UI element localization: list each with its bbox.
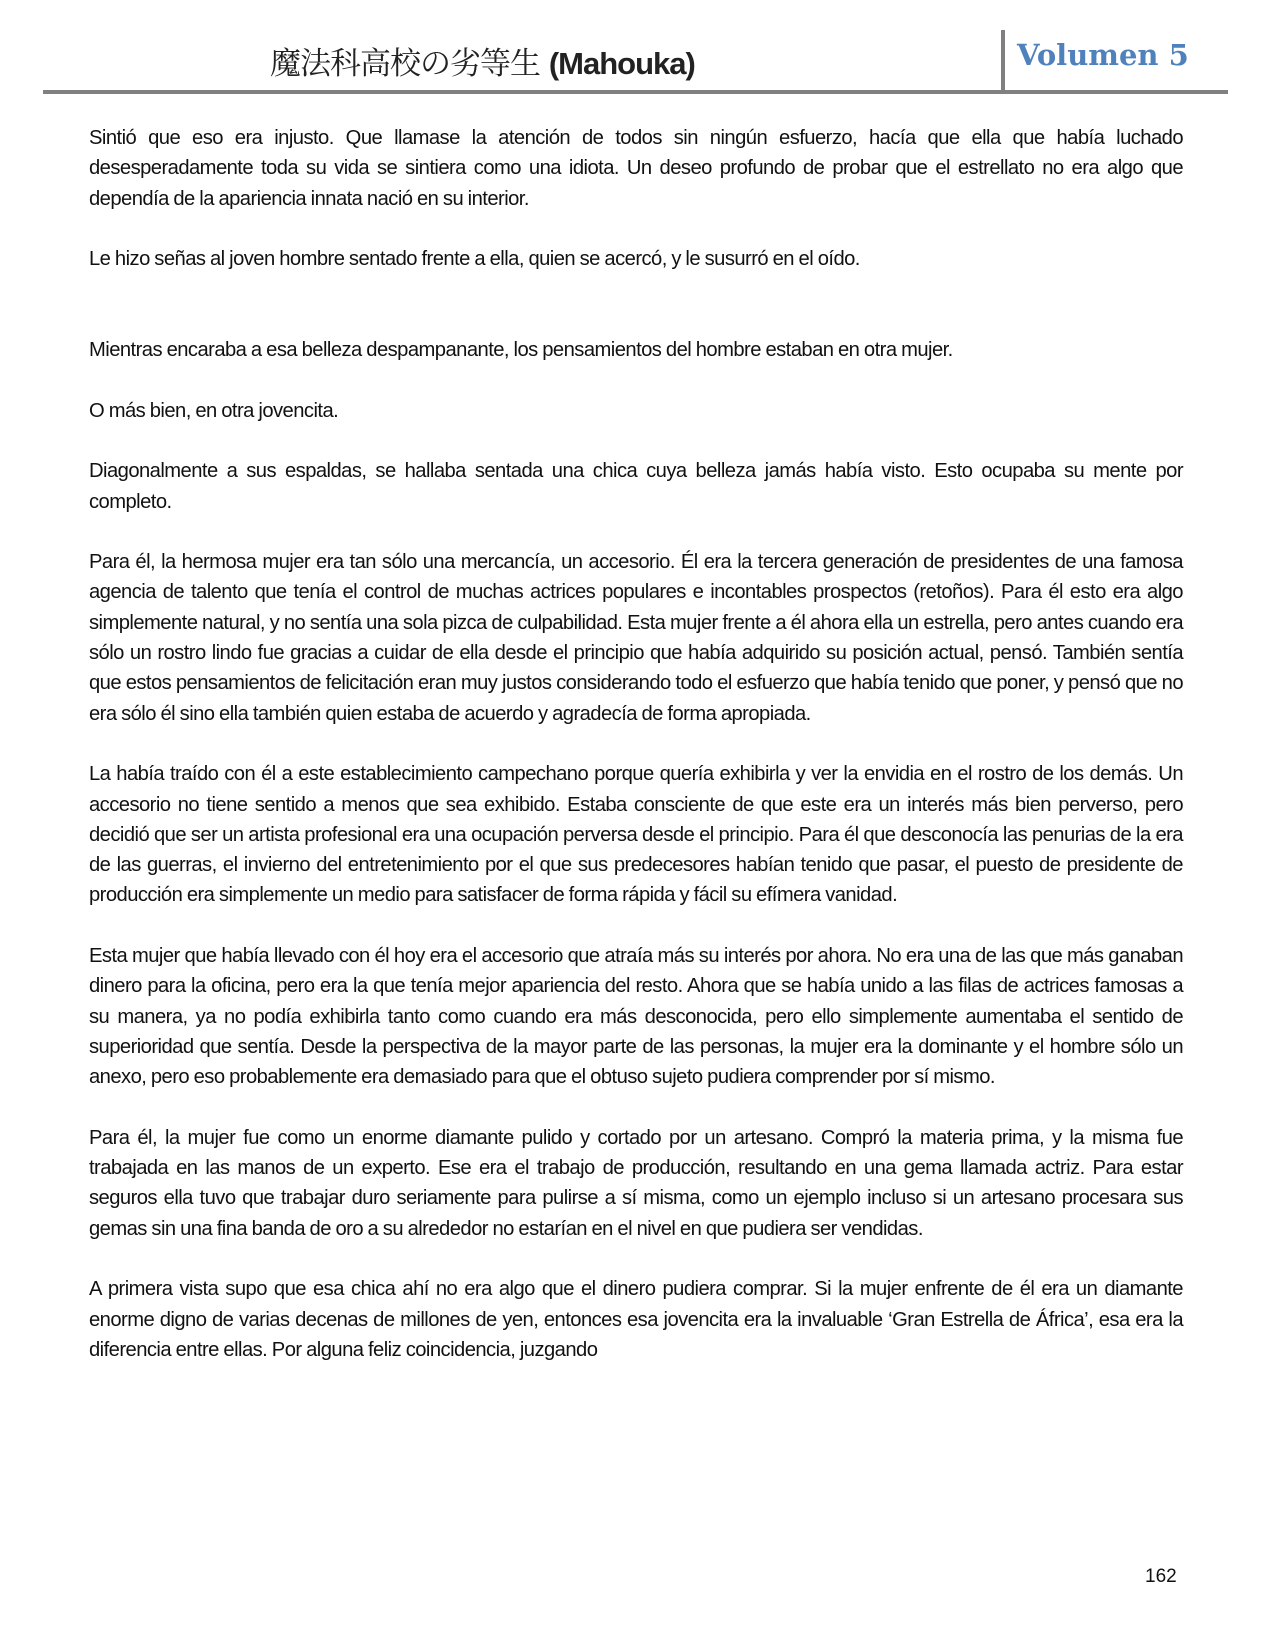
paragraph: Sintió que eso era injusto. Que llamase la atención de todos sin ningún esfuerzo, hacía que ella que había luchado desesperadamente toda su vida se sintiera como una idiota. Un deseo profundo de probar que el estrellato no era algo que dependía de la apariencia innata nació en su interior. — [89, 127, 1183, 210]
body-text — [89, 123, 1183, 1395]
header-vertical-divider — [1001, 30, 1005, 92]
book-title-japanese: 魔法科高校の劣等生 — [270, 46, 540, 82]
paragraph: Mientras encaraba a esa belleza despampanante, los pensamientos del hombre estaban en otra mujer. — [89, 339, 953, 362]
page-number: 162 — [1145, 1566, 1177, 1587]
paragraph: La había traído con él a este establecimiento campechano porque quería exhibirla y ver la envidia en el rostro de los demás. Un accesorio no tiene sentido a menos que sea exhibido. Estaba consciente de que este era un interés más bien perverso, pero decidió que ser un artista profesional era una ocupación perversa desde el principio. Para él que desconocía las penurias de la era de las guerras, el invierno del entretenimiento por el que sus predecesores habían tenido que pasar, el puesto de presidente de producción era simplemente un medio para satisfacer de forma rápida y fácil su efímera vanidad. — [89, 763, 1183, 907]
paragraph: Para él, la mujer fue como un enorme diamante pulido y cortado por un artesano. Compró la materia prima, y la misma fue trabajada en las manos de un experto. Ese era el trabajo de producción, resultando en una gema llamada actriz. Para estar seguros ella tuvo que trabajar duro seriamente para pulirse a sí misma, como un ejemplo incluso si un artesano procesara sus gemas sin una fina banda de oro a su alrededor no estarían en el nivel en que pudiera ser vendidas. — [89, 1126, 1183, 1240]
paragraph: A primera vista supo que esa chica ahí no era algo que el dinero pudiera comprar. Si la mujer enfrente de él era un diamante enorme digno de varias decenas de millones de yen, entonces esa jovencita era la invaluable ‘Gran Estrella de África’, esa era la diferencia entre ellas. Por alguna feliz coincidencia, juzgando — [89, 1278, 1183, 1361]
book-title-latin: (Mahouka) — [548, 46, 695, 81]
book-title — [270, 38, 780, 83]
paragraph: Le hizo señas al joven hombre sentado frente a ella, quien se acercó, y le susurró en el oído. — [89, 248, 860, 271]
header-rule — [43, 90, 1228, 94]
paragraph: Diagonalmente a sus espaldas, se hallaba sentada una chica cuya belleza jamás había visto. Esto ocupaba su mente por completo. — [89, 460, 1183, 513]
paragraph: Esta mujer que había llevado con él hoy era el accesorio que atraía más su interés por ahora. No era una de las que más ganaban dinero para la oficina, pero era la que tenía mejor apariencia del resto. Ahora que se había unido a las filas de actrices famosas a su manera, ya no podía exhibirla tanto como cuando era más desconocida, pero ello simplemente aumentaba el sentido de superioridad que sentía. Desde la perspectiva de la mayor parte de las personas, la mujer era la dominante y el hombre sólo un anexo, pero eso probablemente era demasiado para que el obtuso sujeto pudiera comprender por sí mismo. — [89, 945, 1183, 1089]
volume-label: Volumen 5 — [1017, 38, 1189, 72]
paragraph: Para él, la hermosa mujer era tan sólo una mercancía, un accesorio. Él era la tercera generación de presidentes de una famosa agencia de talento que tenía el control de muchas actrices populares e incontables prospectos (retoños). Para él esto era algo simplemente natural, y no sentía una sola pizca de culpabilidad. Esta mujer frente a él ahora ella un estrella, pero antes cuando era sólo un rostro lindo fue gracias a cuidar de ella desde el principio que había adquirido su posición actual, pensó. También sentía que estos pensamientos de felicitación eran muy justos considerando todo el esfuerzo que había tenido que poner, y pensó que no era sólo él sino ella también quien estaba de acuerdo y agradecía de forma apropiada. — [89, 551, 1183, 725]
paragraph: O más bien, en otra jovencita. — [89, 399, 339, 422]
